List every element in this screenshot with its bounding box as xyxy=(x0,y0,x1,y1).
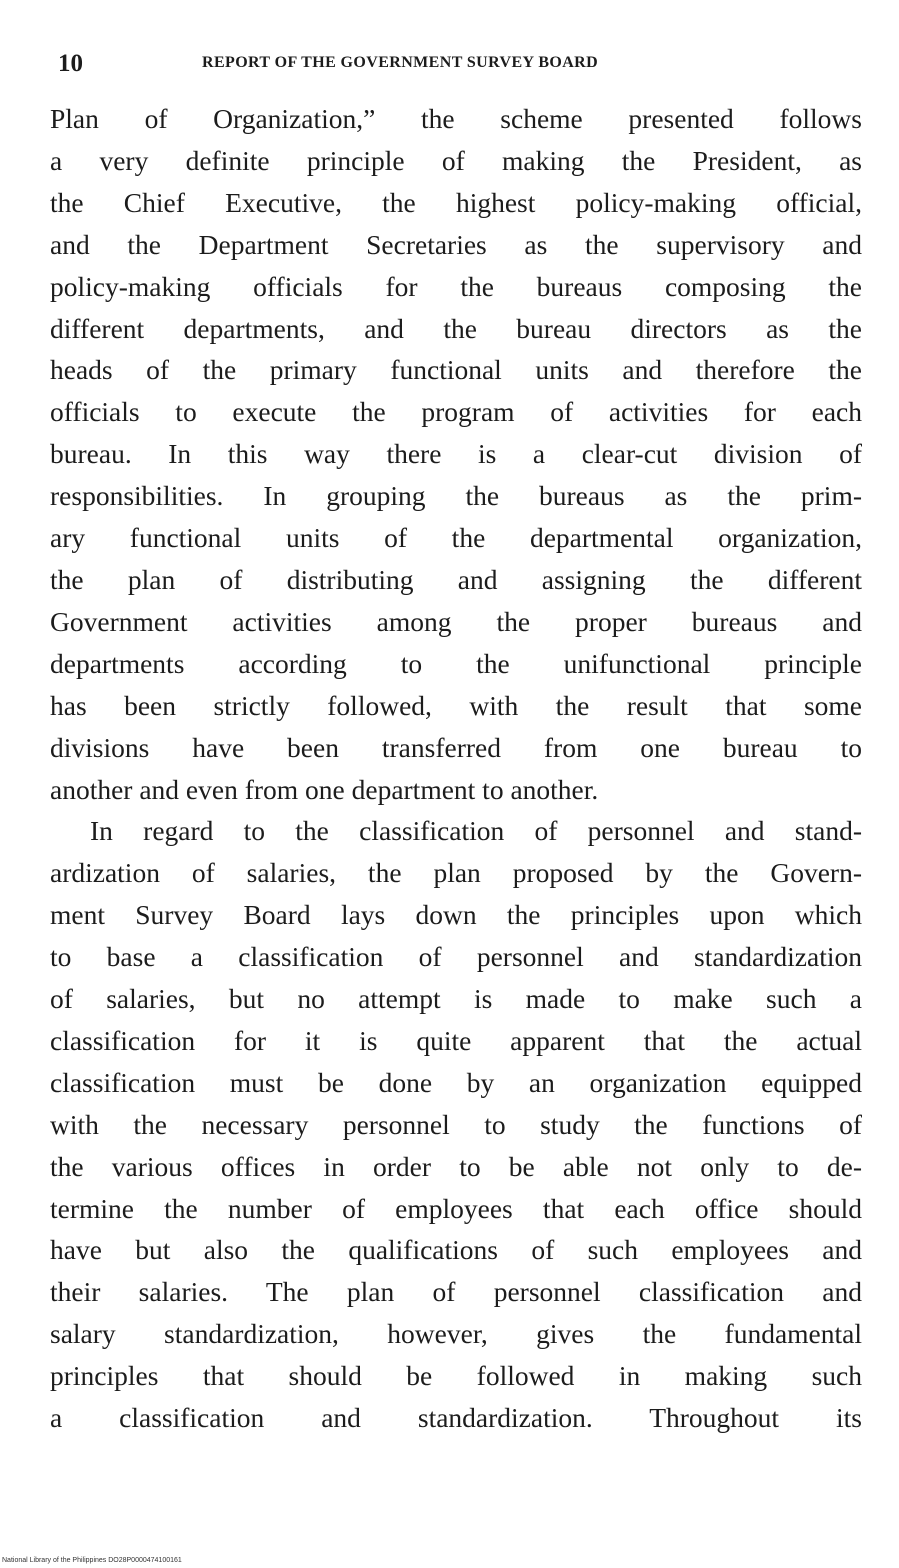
paragraph-1 xyxy=(50,98,862,810)
text-line: responsibilities. In grouping the bureaus as the prim- xyxy=(50,480,862,512)
paragraph-2 xyxy=(50,810,862,1439)
scan-credit: National Library of the Philippines DO28P0000474100161 xyxy=(2,1557,182,1564)
text-line: the Chief Executive, the highest policy-making official, xyxy=(50,186,862,218)
text-line: a very definite principle of making the President, as xyxy=(50,144,862,176)
text-line: and the Department Secretaries as the supervisory and xyxy=(50,228,862,260)
text-line: ment Survey Board lays down the principles upon which xyxy=(50,899,862,931)
text-line: another and even from one department to another. xyxy=(50,773,599,805)
text-line: classification must be done by an organization equipped xyxy=(50,1066,862,1098)
text-line: salary standardization, however, gives the fundamental xyxy=(50,1318,862,1350)
text-line: with the necessary personnel to study the functions of xyxy=(50,1108,862,1140)
text-line: policy-making officials for the bureaus composing the xyxy=(50,270,862,302)
body-text xyxy=(50,98,862,1439)
text-line: departments according to the unifunctional principle xyxy=(50,647,862,679)
text-line: has been strictly followed, with the result that some xyxy=(50,689,862,721)
text-line: ardization of salaries, the plan proposed by the Govern- xyxy=(50,857,862,889)
text-line: their salaries. The plan of personnel classification and xyxy=(50,1276,862,1308)
text-line: officials to execute the program of activities for each xyxy=(50,396,862,428)
text-line: heads of the primary functional units and therefore the xyxy=(50,354,862,386)
text-line: ary functional units of the departmental organization, xyxy=(50,522,862,554)
text-line: termine the number of employees that each office should xyxy=(50,1192,862,1224)
running-head: REPORT OF THE GOVERNMENT SURVEY BOARD xyxy=(202,54,599,71)
text-line: different departments, and the bureau directors as the xyxy=(50,312,862,344)
text-line: Plan of Organization,” the scheme presented follows xyxy=(50,103,862,134)
text-line: divisions have been transferred from one bureau to xyxy=(50,731,862,763)
page-number: 10 xyxy=(58,50,83,77)
text-line: classification for it is quite apparent that the actual xyxy=(50,1024,862,1056)
page-header xyxy=(58,50,858,90)
text-line: Government activities among the proper bureaus and xyxy=(50,605,862,637)
text-line: of salaries, but no attempt is made to make such a xyxy=(50,983,862,1015)
text-line: principles that should be followed in making such xyxy=(50,1360,862,1392)
text-line: to base a classification of personnel and standardization xyxy=(50,941,862,973)
text-line: a classification and standardization. Throughout its xyxy=(50,1402,862,1434)
text-line: bureau. In this way there is a clear-cut division of xyxy=(50,438,862,470)
text-line: In regard to the classification of personnel and stand- xyxy=(90,815,862,847)
text-line: have but also the qualifications of such employees and xyxy=(50,1234,862,1266)
text-line: the various offices in order to be able not only to de- xyxy=(50,1150,862,1182)
text-line: the plan of distributing and assigning the different xyxy=(50,563,862,595)
